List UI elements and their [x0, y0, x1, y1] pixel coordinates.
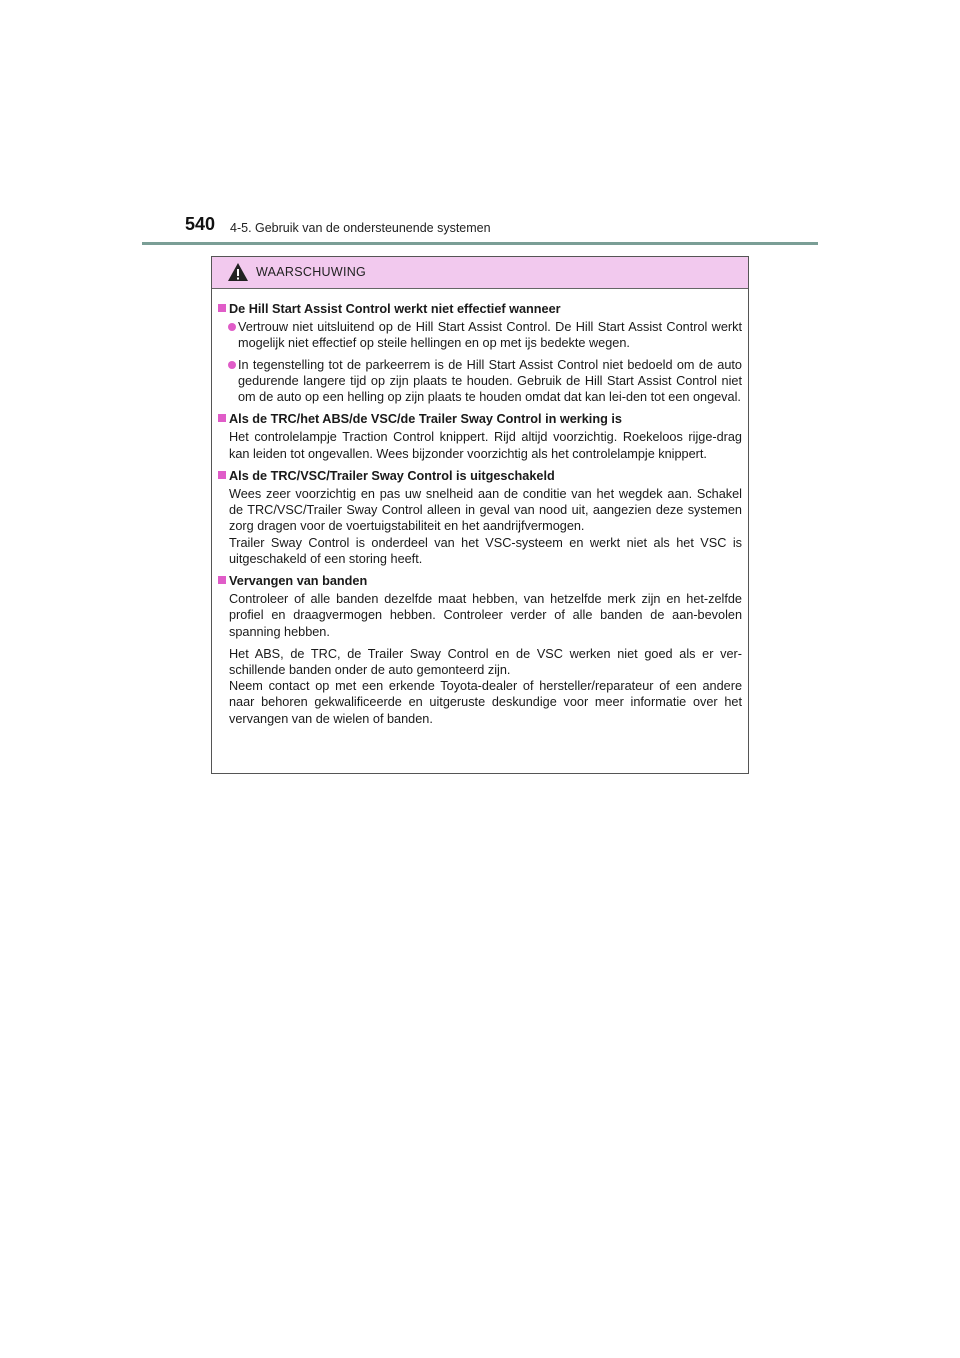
warning-item-trc-active: [218, 411, 742, 462]
warning-item-tires: [218, 573, 742, 727]
list-item: [218, 357, 742, 406]
section-title: 4-5. Gebruik van de ondersteunende systemen: [230, 221, 491, 235]
paragraph: Wees zeer voorzichtig en pas uw snelheid aan de conditie van het wegdek aan. Schakel de TRC/VSC/Trailer Sway Control alleen in geval van nood uit, aangezien deze systemen zorg dragen voor de voertuigstabiliteit en het aandrijfvermogen.: [229, 487, 742, 534]
bullet-text: Vertrouw niet uitsluitend op de Hill Start Assist Control. De Hill Start Assist Control werkt mogelijk niet effectief op steile hellingen en op met ijs bedekte wegen.: [238, 320, 742, 351]
square-bullet-icon: [218, 414, 226, 422]
square-bullet-icon: [218, 471, 226, 479]
warning-item-hill-start: [218, 301, 742, 405]
paragraph: Neem contact op met een erkende Toyota-dealer of hersteller/reparateur of een andere naar behoren gekwalificeerde en uitgeruste deskundige voor meer informatie over het vervangen van de wielen of banden.: [229, 679, 742, 726]
square-bullet-icon: [218, 576, 226, 584]
item-heading: Als de TRC/VSC/Trailer Sway Control is uitgeschakeld: [229, 468, 555, 483]
paragraph: Trailer Sway Control is onderdeel van het VSC-systeem en werkt niet als het VSC is uitgeschakeld of een storing heeft.: [229, 535, 742, 566]
paragraph: Het controlelampje Traction Control knippert. Rijd altijd voorzichtig. Roekeloos rijge-drag kan leiden tot ongevallen. Wees bijzonder voorzichtig als het controlelampje knippert.: [229, 430, 742, 461]
paragraph: Controleer of alle banden dezelfde maat hebben, van hetzelfde merk zijn en het-zelfde profiel en draagvermogen hebben. Controleer verder of alle banden de aan-bevolen spanning hebben.: [229, 592, 742, 639]
warning-title: WAARSCHUWING: [256, 265, 367, 279]
header-divider: [142, 242, 818, 245]
round-bullet-icon: [228, 361, 236, 369]
paragraph: Het ABS, de TRC, de Trailer Sway Control en de VSC werken niet goed als er ver-schillende banden onder de auto gemonteerd zijn.: [229, 646, 742, 678]
page-number: 540: [185, 214, 216, 234]
warning-item-trc-off: [218, 468, 742, 567]
round-bullet-icon: [228, 323, 236, 331]
warning-triangle-icon: [227, 262, 249, 282]
item-heading: Vervangen van banden: [229, 574, 368, 589]
item-heading: De Hill Start Assist Control werkt niet effectief wanneer: [229, 302, 561, 316]
bullet-text: In tegenstelling tot de parkeerrem is de Hill Start Assist Control niet bedoeld om de auto gedurende langere tijd op zijn plaats te houden. Gebruik de Hill Start Assist Control niet om de auto op een helling op zijn plaats te houden omdat dat kan lei-den tot een ongeval.: [238, 357, 742, 405]
square-bullet-icon: [218, 304, 226, 312]
warning-header: [212, 257, 748, 289]
warning-box: [211, 256, 749, 774]
warning-body: [212, 289, 748, 727]
item-heading: Als de TRC/het ABS/de VSC/de Trailer Sway Control in werking is: [229, 412, 622, 427]
list-item: [218, 319, 742, 351]
